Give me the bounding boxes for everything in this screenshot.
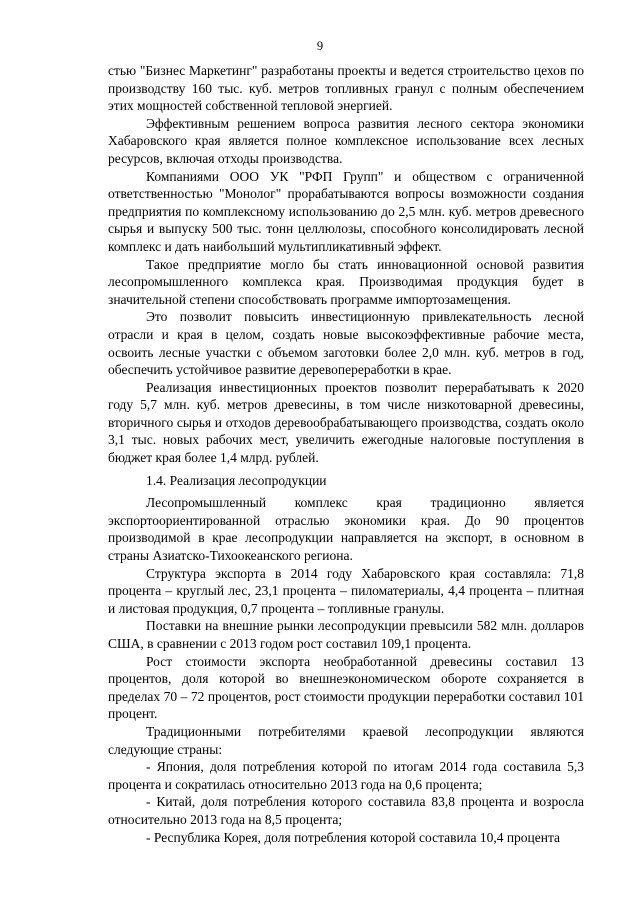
list-item: - Китай, доля потребления которого составила 83,8 процента и возросла относительно 2013 года на 8,5 процента; <box>108 794 584 827</box>
paragraph: Лесопромышленный комплекс края традиционно является экспортоориентированной отраслью экономики края. До 90 процентов производимой в крае лесопродукции направляется на экспорт, в основном в страны Азиатско-Тихоокеанского региона. <box>108 495 584 564</box>
paragraph-continuation: стью "Бизнес Маркетинг" разработаны проекты и ведется строительство цехов по производству 160 тыс. куб. метров топливных гранул с полным обеспечением этих мощностей собственной тепловой энергией. <box>108 63 584 114</box>
document-body <box>108 62 584 846</box>
paragraph: Рост стоимости экспорта необработанной древесины составил 13 процентов, доля которой во внешнеэкономическом обороте сохраняется в пределах 70 – 72 процентов, рост стоимости продукции переработки составил 101 процент. <box>108 653 584 722</box>
paragraph: Реализация инвестиционных проектов позволит перерабатывать к 2020 году 5,7 млн. куб. метров древесины, в том числе низкотоварной древесины, вторичного сырья и отходов деревообрабатывающего производства, создать около 3,1 тыс. новых рабочих мест, увеличить ежегодные налоговые поступления в бюджет края более 1,4 млрд. рублей. <box>108 379 584 466</box>
paragraph: Эффективным решением вопроса развития лесного сектора экономики Хабаровского края является полное комплексное использование всех лесных ресурсов, включая отходы производства. <box>108 115 584 166</box>
paragraph: Традиционными потребителями краевой лесопродукции являются следующие страны: <box>108 723 584 757</box>
paragraph: Поставки на внешние рынки лесопродукции превысили 582 млн. долларов США, в сравнении с 2013 годом рост составил 109,1 процента. <box>108 618 584 651</box>
section-heading: 1.4. Реализация лесопродукции <box>146 472 327 488</box>
paragraph: Такое предприятие могло бы стать инновационной основой развития лесопромышленного комплекса края. Производимая продукция будет в значительной степени способствовать программе импортозамещения. <box>108 256 584 307</box>
page-number: 9 <box>316 39 324 53</box>
paragraph: Структура экспорта в 2014 году Хабаровского края составляла: 71,8 процента – круглый лес, 23,1 процента – пиломатериалы, 4,4 процента – плитная и листовая продукция, 0,7 процента – топливные гранулы. <box>108 565 584 616</box>
list-item: - Республика Корея, доля потребления которой составила 10,4 процента <box>146 829 561 845</box>
paragraph: Это позволит повысить инвестиционную привлекательность лесной отрасли и края в целом, создать новые высокоэффективные рабочие места, освоить лесные участки с объемом заготовки более 2,0 млн. куб. метров в год, обеспечить устойчивое развитие деревопереработки в крае. <box>108 309 584 378</box>
paragraph: Компаниями ООО УК "РФП Групп" и обществом с ограниченной ответственностью "Монолог" прорабатываются вопросы возможности создания предприятия по комплексному использованию до 2,5 млн. куб. метров древесного сырья и выпуску 500 тыс. тонн целлюлозы, способного консолидировать лесной комплекс и дать наибольший мультипликативный эффект. <box>108 168 584 254</box>
list-item: - Япония, доля потребления которой по итогам 2014 года составила 5,3 процента и сократилась относительно 2013 года на 0,6 процента; <box>108 759 584 792</box>
